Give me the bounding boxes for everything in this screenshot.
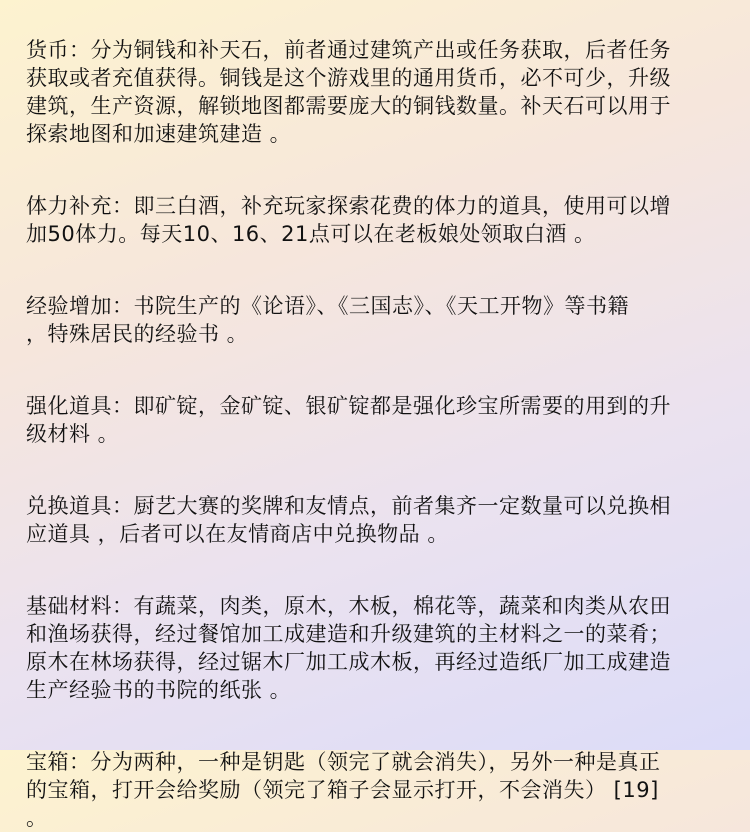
text-line: 货币：分为铜钱和补天石，前者通过建筑产出或任务获取，后者任务 (26, 38, 671, 62)
text-line: 建筑，生产资源，解锁地图都需要庞大的铜钱数量。补天石可以用于 (26, 94, 671, 118)
paragraph-treasure (26, 748, 726, 832)
paragraph-currency (26, 36, 726, 148)
text-line: 原木在林场获得，经过锯木厂加工成木板，再经过造纸厂加工成建造 (26, 650, 671, 674)
text-line: 。 (26, 806, 48, 830)
text-line: 兑换道具：厨艺大赛的奖牌和友情点，前者集齐一定数量可以兑换相 (26, 494, 671, 518)
text-line: 加50体力。每天10、16、21点可以在老板娘处领取白酒 。 (26, 222, 596, 246)
paragraph-enhancement (26, 392, 726, 448)
text-line: ，特殊居民的经验书 。 (26, 322, 249, 346)
text-line: 获取或者充值获得。铜钱是这个游戏里的通用货币，必不可少，升级 (26, 66, 671, 90)
text-line: 基础材料：有蔬菜，肉类，原木，木板，棉花等，蔬菜和肉类从农田 (26, 594, 671, 618)
paragraph-exchange (26, 492, 726, 548)
text-line: 应道具 ，后者可以在友情商店中兑换物品 。 (26, 522, 449, 546)
text-line: 经验增加：书院生产的《论语》、《三国志》、《天工开物》等书籍 (26, 294, 629, 318)
text-line: 级材料 。 (26, 422, 120, 446)
text-line: 生产经验书的书院的纸张 。 (26, 678, 292, 702)
text-line: 探索地图和加速建筑建造 。 (26, 122, 292, 146)
paragraph-materials (26, 592, 726, 704)
text-line: 强化道具：即矿锭，金矿锭、银矿锭都是强化珍宝所需要的用到的升 (26, 394, 671, 418)
paragraph-experience (26, 292, 726, 348)
text-line: 和渔场获得，经过餐馆加工成建造和升级建筑的主材料之一的菜肴； (26, 622, 671, 646)
paragraph-stamina (26, 192, 726, 248)
text-line: 宝箱：分为两种，一种是钥匙（领完了就会消失），另外一种是真正 (26, 750, 661, 774)
text-line: 体力补充：即三白酒，补充玩家探索花费的体力的道具，使用可以增 (26, 194, 671, 218)
text-line: 的宝箱，打开会给奖励（领完了箱子会显示打开，不会消失） [19] (26, 778, 659, 802)
